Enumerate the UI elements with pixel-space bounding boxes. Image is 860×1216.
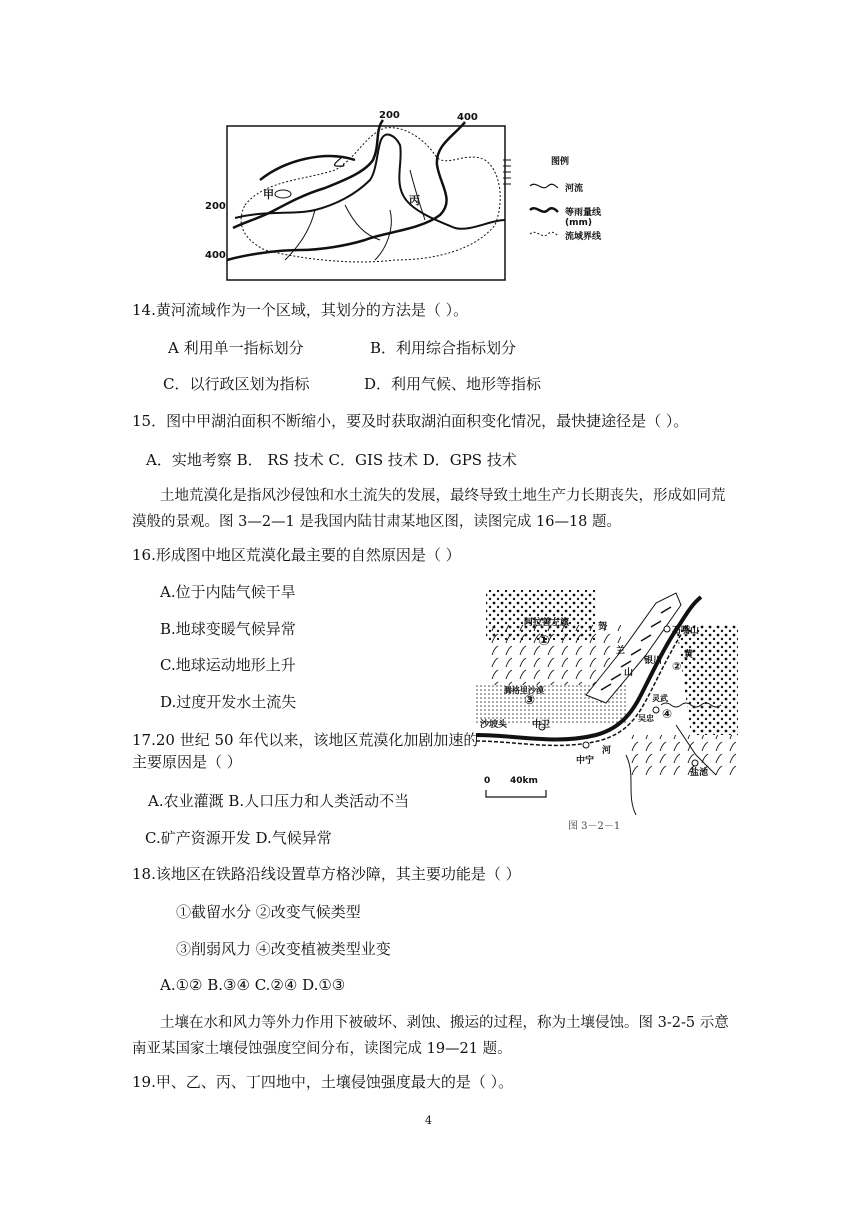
q18-options: A.①② B.③④ C.②④ D.①③	[160, 976, 346, 994]
legend-isohyet-label: 等雨量线(mm)	[565, 208, 602, 228]
place-tengger: 腾格里沙漠	[504, 686, 544, 695]
place-he-river: 河	[602, 746, 612, 756]
zone-label-1: ①	[538, 633, 550, 649]
place-yinchuan: 银川	[644, 656, 663, 666]
q16-stem: 16.形成图中地区荒漠化最主要的自然原因是（ ）	[132, 546, 461, 564]
contour-label: 400	[457, 112, 478, 123]
place-alashan: 阿拉善左旗	[524, 618, 570, 628]
q14-option-a: A 利用单一指标划分	[168, 339, 304, 357]
q14-option-c: C．以行政区划为指标	[163, 375, 310, 393]
legend-title: 图例	[551, 157, 570, 167]
yellow-river-map	[205, 110, 615, 290]
q17-options-cd: C.矿产资源开发 D.气候异常	[145, 829, 332, 847]
desert-region-map	[476, 585, 738, 835]
contour-label: 400	[205, 250, 226, 261]
place-wuzhong: 吴忠	[638, 714, 654, 723]
q16-option-b: B.地球变暖气候异常	[160, 620, 296, 638]
q14-option-b: B．利用综合指标划分	[370, 339, 517, 357]
q15-options: A．实地考察 B． RS 技术 C．GIS 技术 D．GPS 技术	[146, 451, 517, 469]
zone-label-2: ②	[672, 660, 682, 673]
q16-option-c: C.地球运动地形上升	[160, 656, 296, 674]
legend-boundary-label: 流域界线	[565, 232, 602, 242]
place-he: 贺	[598, 622, 608, 632]
intro-paragraph-desertification: 土地荒漠化是指风沙侵蚀和水土流失的发展，最终导致土地生产力长期丧失，形成如同荒漠般的景观。图 3—2—1 是我国内陆甘肃某地区图，读图完成 16—18 题。	[132, 488, 726, 530]
region-label-yi: 乙	[333, 155, 346, 169]
scale-zero: 0	[484, 776, 491, 786]
map-caption: 图 3－2－1	[568, 821, 621, 832]
dotted-area-right	[676, 625, 738, 735]
zone-label-3: ③	[524, 693, 536, 708]
page-number: 4	[425, 1114, 432, 1127]
scale-bar	[486, 790, 546, 797]
coast-hatch	[503, 160, 511, 184]
river-line	[285, 210, 315, 260]
q18-stem: 18.该地区在铁路沿线设置草方格沙障，其主要功能是（ ）	[132, 865, 521, 883]
place-shapotou: 沙坡头	[480, 720, 508, 730]
legend-boundary-symbol	[530, 232, 558, 236]
q17-stem-line1: 17.20 世纪 50 年代以来，该地区荒漠化加剧加速的	[132, 731, 479, 749]
place-yanchi: 盐池	[690, 768, 709, 778]
dune-area-bottom	[626, 735, 736, 775]
q18-statement-line2: ③削弱风力 ④改变植被类型业变	[176, 940, 391, 958]
q16-option-a: A.位于内陆气候干旱	[160, 583, 296, 601]
town-marker	[583, 742, 589, 748]
lake-jia	[275, 190, 291, 198]
intro-paragraph-soil-erosion: 土壤在水和风力等外力作用下被破坏、剥蚀、搬运的过程，称为土壤侵蚀。图 3-2-5 示意南亚某国家土壤侵蚀强度空间分布，读图完成 19—21 题。	[132, 1015, 729, 1057]
legend-river-label: 河流	[565, 184, 584, 194]
legend-river-symbol	[530, 184, 558, 188]
scale-km: 40km	[510, 776, 538, 786]
place-lingwu: 灵武	[652, 694, 668, 703]
place-shan: 山	[624, 668, 634, 678]
place-lan: 兰	[616, 646, 626, 656]
q19-stem: 19.甲、乙、丙、丁四地中，土壤侵蚀强度最大的是（ ）。	[132, 1073, 514, 1091]
q17-stem-line2: 主要原因是（ ）	[132, 753, 242, 771]
place-zhongning: 中宁	[576, 756, 595, 766]
place-zhongwei: 中卫	[532, 720, 551, 730]
basin-boundary	[241, 128, 500, 262]
contour-label: 200	[205, 201, 226, 212]
legend-isohyet-symbol	[530, 208, 558, 212]
region-label-jia: 甲	[263, 188, 274, 201]
q15-stem: 15．图中甲湖泊面积不断缩小，要及时获取湖泊面积变化情况，最快捷途径是（ ）。	[132, 412, 689, 430]
river-line	[235, 135, 505, 229]
q18-statement-line1: ①截留水分 ②改变气候类型	[176, 903, 361, 921]
place-shizuishan: 石嘴山	[672, 626, 700, 636]
zone-label-4: ④	[662, 707, 673, 721]
town-marker	[664, 626, 670, 632]
contour-label: 200	[379, 110, 400, 121]
q17-options-ab: A.农业灌溉 B.人口压力和人类活动不当	[148, 792, 410, 810]
river-line	[345, 205, 380, 240]
q16-option-d: D.过度开发水土流失	[160, 693, 297, 711]
region-label-bing: 丙	[409, 194, 420, 207]
q14-stem: 14.黄河流域作为一个区域，其划分的方法是（ ）。	[132, 301, 469, 319]
q14-option-d: D．利用气候、地形等指标	[364, 375, 542, 393]
place-huang: 黄	[684, 650, 694, 660]
map-frame	[227, 126, 505, 280]
